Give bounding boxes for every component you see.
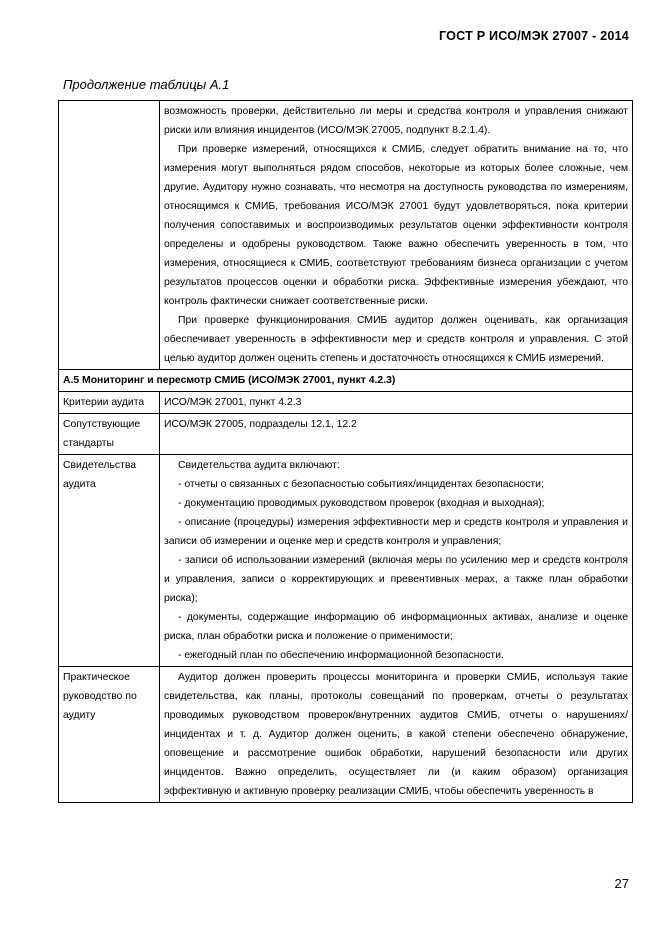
table-row — [59, 392, 633, 414]
section-row — [59, 370, 633, 392]
row-label: Свидетельства аудита — [59, 455, 160, 667]
row-value: ИСО/МЭК 27005, подразделы 12.1, 12.2 — [160, 414, 633, 455]
audit-table — [58, 100, 633, 803]
table-row — [59, 455, 633, 667]
section-title: А.5 Мониторинг и пересмотр СМИБ (ИСО/МЭК 27001, пункт 4.2.3) — [59, 370, 633, 392]
list-item: - описание (процедуры) измерения эффективности мер и средств контроля и управления и записи об измерении и оценке мер и средств контроля и управления; — [164, 517, 628, 547]
row-label: Сопутствующие стандарты — [59, 414, 160, 455]
page-number: 27 — [614, 876, 629, 891]
paragraph: Аудитор должен проверить процессы мониторинга и проверки СМИБ, используя такие свидетельства, как планы, протоколы совещаний по проверкам, отчеты о результатах проводимых руководством проверок/внутренних аудитов СМИБ, отчеты о нарушениях/инцидентах и т. д. Аудитор должен оценить, в какой степени обеспечено обнаружение, оповещение и рассмотрение ошибок обработки, нарушений безопасности или других инцидентов. Важно определить, осуществляет ли (и каким образом) организация эффективную и активную проверку реализации СМИБ, чтобы обеспечить уверенность в — [164, 672, 628, 797]
list-item: - записи об использовании измерений (включая меры по усилению мер и средств контроля и управления, записи о корректирующих и превентивных мерах, а также план обработки риска); — [164, 555, 628, 604]
list-item: - ежегодный план по обеспечению информационной безопасности. — [178, 650, 504, 661]
continuation-cell — [160, 101, 633, 370]
table-caption: Продолжение таблицы А.1 — [63, 77, 230, 92]
table-row — [59, 101, 633, 370]
paragraph: При проверке функционирования СМИБ аудитор должен оценивать, как организация обеспечивает уверенность в эффективности мер и средств контроля и управления. С этой целью аудитор должен оценить степень и достаточность относящихся к СМИБ измерений. — [164, 315, 628, 364]
row-label: Критерии аудита — [59, 392, 160, 414]
paragraph: При проверке измерений, относящихся к СМИБ, следует обратить внимание на то, что измерения могут выполняться рядом способов, некоторые из которых более сложные, чем другие. Аудитору нужно сознавать, что несмотря на доступность руководства по измерениям, относящимся к СМИБ, требования ИСО/МЭК 27001 будут удовлетворяться, пока критерии получения сопоставимых и воспроизводимых результатов оценки эффективности контроля определены и одобрены руководством. Также важно обеспечить уверенность в том, что измерения, относящиеся к СМИБ, соответствуют требованиям бизнеса организации с учетом результатов процессов оценки и обработки риска. Эффективные измерения убеждают, что контроль фактически снижает соответственные риски. — [164, 144, 628, 307]
guidance-cell — [160, 667, 633, 803]
row-value: ИСО/МЭК 27001, пункт 4.2.3 — [160, 392, 633, 414]
list-item: - документы, содержащие информацию об информационных активах, анализе и оценке риска, план обработки риска и положение о применимости; — [164, 612, 628, 642]
list-item: - документацию проводимых руководством проверок (входная и выходная); — [178, 498, 545, 509]
document-header: ГОСТ Р ИСО/МЭК 27007 - 2014 — [438, 29, 629, 43]
empty-cell — [59, 101, 160, 370]
row-label: Практическое руководство по аудиту — [59, 667, 160, 803]
table-row — [59, 667, 633, 803]
list-item: - отчеты о связанных с безопасностью событиях/инцидентах безопасности; — [178, 479, 544, 490]
paragraph: возможность проверки, действительно ли меры и средства контроля и управления снижают риски или влияния инцидентов (ИСО/МЭК 27005, подпункт 8.2.1.4). — [164, 106, 628, 136]
evidence-intro: Свидетельства аудита включают: — [178, 460, 340, 471]
evidence-cell — [160, 455, 633, 667]
table-row — [59, 414, 633, 455]
